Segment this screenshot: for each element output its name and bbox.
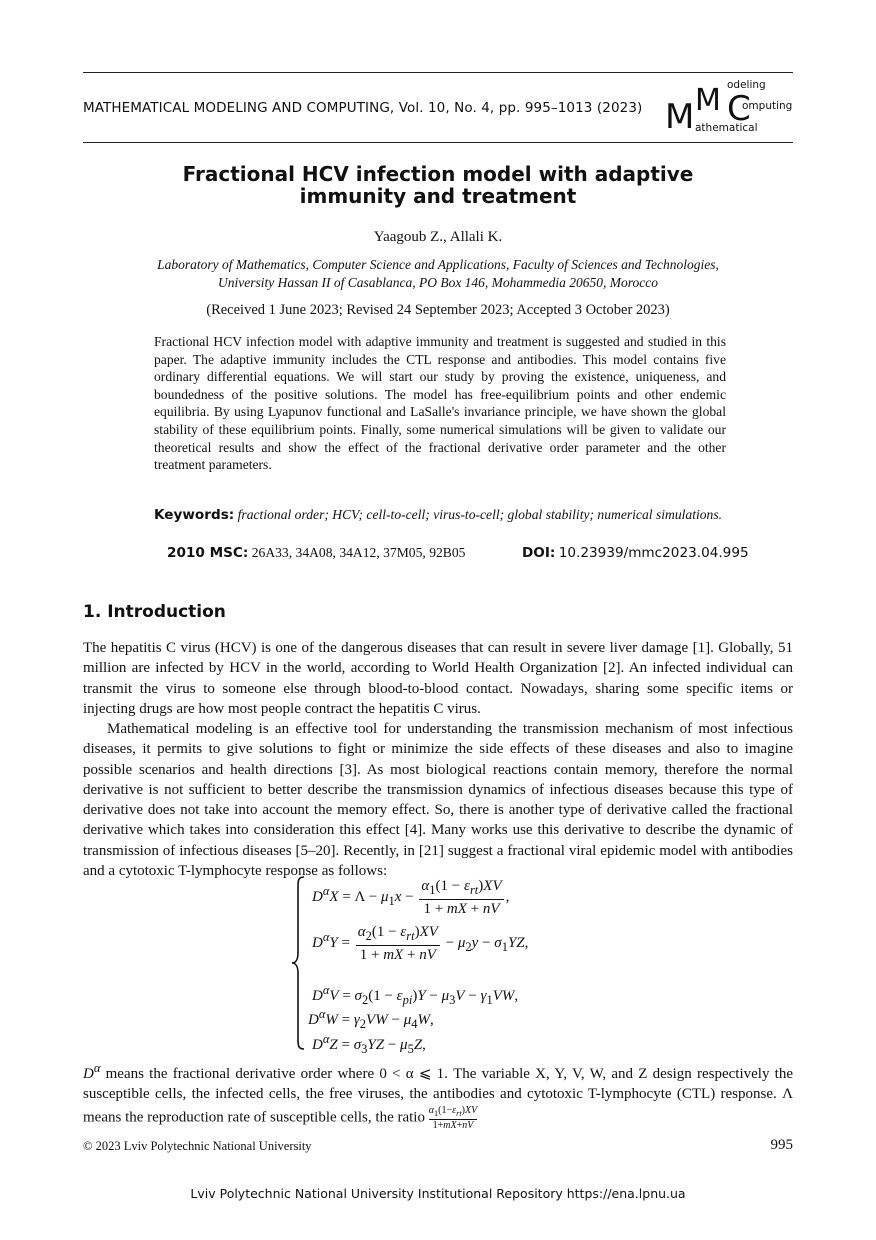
paragraph-after-system: $D^\alpha$ means the fractional derivative order where 0 < α ⩽ 1. The variable X, Y, V, W, and Z design respectively the susceptible cells, the infected cells, the free viruses, the antibodies and cytotoxic T-lymphocyte (CTL) response. Λ means the reproduction rate of susceptible cells, the ratio $\frac{\alpha_1(1-\varepsilon_{rt})XV}{1+mX+nV}$ — [83, 1061, 793, 1131]
journal-name: MATHEMATICAL MODELING AND COMPUTING, — [83, 100, 395, 116]
intro-paragraph-2: Mathematical modeling is an effective tool for understanding the transmission mechanism of most infectious diseases, it permits to give solutions to fight or minimize the side effects of these diseases and also to imagine possible scenarios and health directions [3]. As most biological reactions contain memory, therefore the normal derivative is not sufficient to better describe the transmission dynamics of infectious diseases because this type of derivative does not take into account the memory effect. So, there is another type of derivative called the fractional derivative which takes into consideration this effect [4]. Many works use this derivative to describe the dynamic of transmission of infectious diseases [5–20]. Recently, in [21] suggest a fractional viral epidemic model with antibodies and a cytotoxic T-lymphocyte response as follows: — [83, 721, 793, 880]
doi-link[interactable]: 10.23939/mmc2023.04.995 — [558, 545, 749, 561]
msc-codes: 2010 MSC: 26A33, 34A08, 34A12, 37M05, 92B05 — [167, 545, 466, 561]
top-rule — [83, 72, 793, 73]
journal-volume: Vol. 10, No. 4, pp. 995–1013 (2023) — [398, 100, 643, 116]
header-rule — [83, 142, 793, 143]
doi: DOI: 10.23939/mmc2023.04.995 — [522, 545, 749, 561]
equation-1: $D^\alpha X = \Lambda - \mu_1x$ − $\frac{\alpha_1(1 - \varepsilon_{rt})XV}{1 + mX + nV}$ , — [312, 878, 510, 917]
left-brace-icon — [290, 875, 308, 1051]
affiliation: Laboratory of Mathematics, Computer Science and Applications, Faculty of Sciences and Technologies, University Hassan II of Casablanca, PO Box 146, Mohammedia 20650, Morocco — [157, 257, 719, 290]
equation-2: $D^\alpha Y$ = $\frac{\alpha_2(1 - \varepsilon_{rt})XV}{1 + mX + nV}$ − $\mu_2y - \sigma_1YZ$, — [312, 924, 529, 963]
section-heading: 1. Introduction — [83, 602, 226, 622]
journal-logo: M M C odeling omputing athematical — [665, 79, 793, 137]
abstract: Fractional HCV infection model with adaptive immunity and treatment is suggested and studied in this paper. The adaptive immunity includes the CTL response and antibodies. This model contains five ordinary differential equations. We will start our study by proving the existence, uniqueness, and boundedness of the positive solutions. The model has free-equilibrium points and other endemic equilibria. By using Lyapunov functional and LaSalle's invariance principle, we have shown the global stability of these equilibrium points. Finally, some numerical simulations will be given to validate our theoretical results and show the effect of the fractional derivative order parameter and the other treatment parameters. — [154, 334, 726, 473]
equation-5: $D^\alpha Z = \sigma_3YZ - \mu_5Z$, — [312, 1032, 426, 1056]
repository-footer: Lviv Polytechnic National University Institutional Repository https://ena.lpnu.ua — [190, 1186, 686, 1201]
ratio-fraction: $\frac{\alpha_1(1-\varepsilon_{rt})XV}{1+mX+nV}$ — [428, 1104, 478, 1131]
equation-4: $D^\alpha W = \gamma_2VW - \mu_4W$, — [308, 1007, 434, 1031]
submission-dates: (Received 1 June 2023; Revised 24 September 2023; Accepted 3 October 2023) — [206, 302, 670, 318]
keywords — [154, 506, 726, 525]
equation-system — [290, 875, 610, 1055]
keywords-text: fractional order; HCV; cell-to-cell; virus-to-cell; global stability; numerical simulations. — [237, 507, 723, 522]
copyright: © 2023 Lviv Polytechnic National University — [83, 1139, 312, 1153]
keywords-label: Keywords: — [154, 507, 235, 523]
intro-paragraph-1: The hepatitis C virus (HCV) is one of the dangerous diseases that can result in severe liver damage [1]. Globally, 51 million are infected by HCV in the world, according to World Health Organization [2]. An infected individual can transmit the virus to someone else through blood-to-blood contact. Nowadays, sharing some specific items or injecting drugs are how most people contract the hepatitis C virus. — [83, 640, 793, 717]
paper-title: Fractional HCV infection model with adaptive immunity and treatment — [182, 162, 694, 208]
page-number: 995 — [770, 1137, 793, 1153]
equation-3: $D^\alpha V = \sigma_2(1 - \varepsilon_{pi})Y - \mu_3V - \gamma_1VW$, — [312, 983, 519, 1007]
authors: Yaagoub Z., Allali K. — [373, 229, 503, 245]
journal-citation — [83, 100, 642, 116]
